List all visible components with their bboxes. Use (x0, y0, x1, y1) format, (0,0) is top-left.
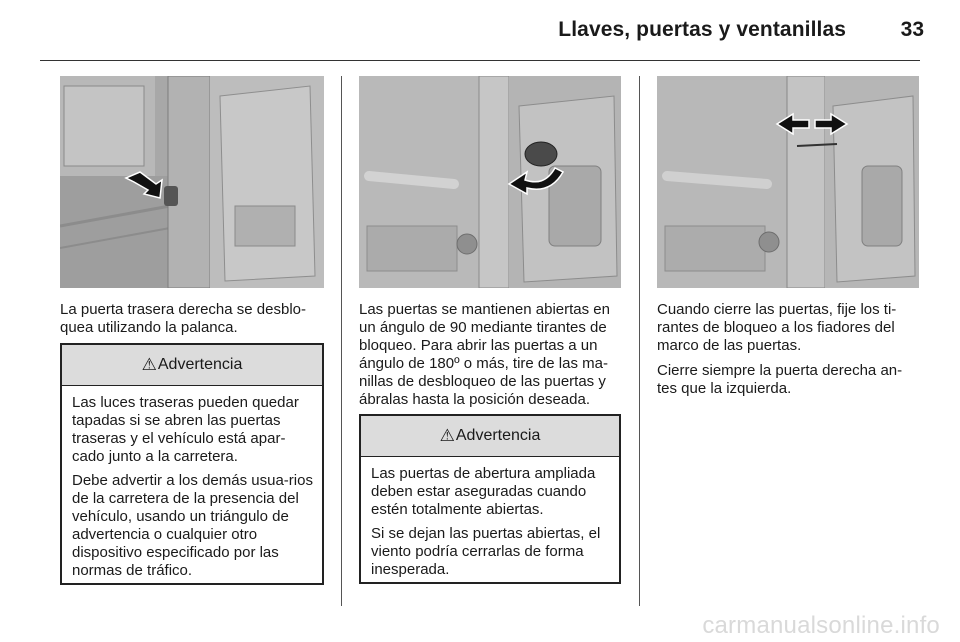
warning-title: Advertencia (157, 356, 243, 373)
warning-paragraph: Las luces traseras pueden quedar tapadas si se abren las puertas traseras y el vehículo está apar-cado junto a la carretera. (72, 394, 299, 465)
watermark: carmanualsonline.info (702, 612, 940, 639)
warning-body (361, 457, 619, 591)
warning-box (359, 414, 621, 584)
page-title: Llaves, puertas y ventanillas (558, 18, 846, 41)
warning-box (60, 343, 324, 585)
column-divider (639, 76, 640, 606)
body-paragraph: Cierre siempre la puerta derecha an-tes que la izquierda. (657, 362, 903, 397)
page-number: 33 (900, 18, 924, 41)
warning-body (62, 386, 322, 592)
door-release-button-illustration (359, 76, 621, 288)
warning-paragraph: Las puertas de abertura ampliada deben estar aseguradas cuando estén totalmente abiertas. (371, 465, 596, 518)
warning-paragraph: Debe advertir a los demás usua-rios de la carretera de la presencia del vehículo, usando un triángulo de advertencia o cualquier otro dispositivo especificado por las normas de tráfico. (72, 472, 313, 579)
warning-triangle-icon: ⚠ (439, 426, 455, 445)
rear-door-lever-illustration (60, 76, 324, 288)
body-paragraph: La puerta trasera derecha se desblo-quea utilizando la palanca. (60, 301, 306, 336)
warning-paragraph: Si se dejan las puertas abiertas, el viento podría cerrarlas de forma inesperada. (371, 525, 601, 578)
warning-header (62, 345, 322, 386)
warning-header (361, 416, 619, 457)
door-check-strap-illustration (657, 76, 919, 288)
warning-title: Advertencia (455, 427, 541, 444)
header-rule (40, 60, 920, 61)
column-divider (341, 76, 342, 606)
warning-triangle-icon: ⚠ (141, 355, 157, 374)
body-paragraph: Cuando cierre las puertas, fije los ti-rantes de bloqueo a los fiadores del marco de las puertas. (657, 301, 897, 354)
body-paragraph: Las puertas se mantienen abiertas en un ángulo de 90 mediante tirantes de bloqueo. Para abrir las puertas a un ángulo de 180º o más, tire de las ma-nillas de desbloqueo de las puertas y ábralas hasta la posición deseada. (359, 301, 610, 408)
